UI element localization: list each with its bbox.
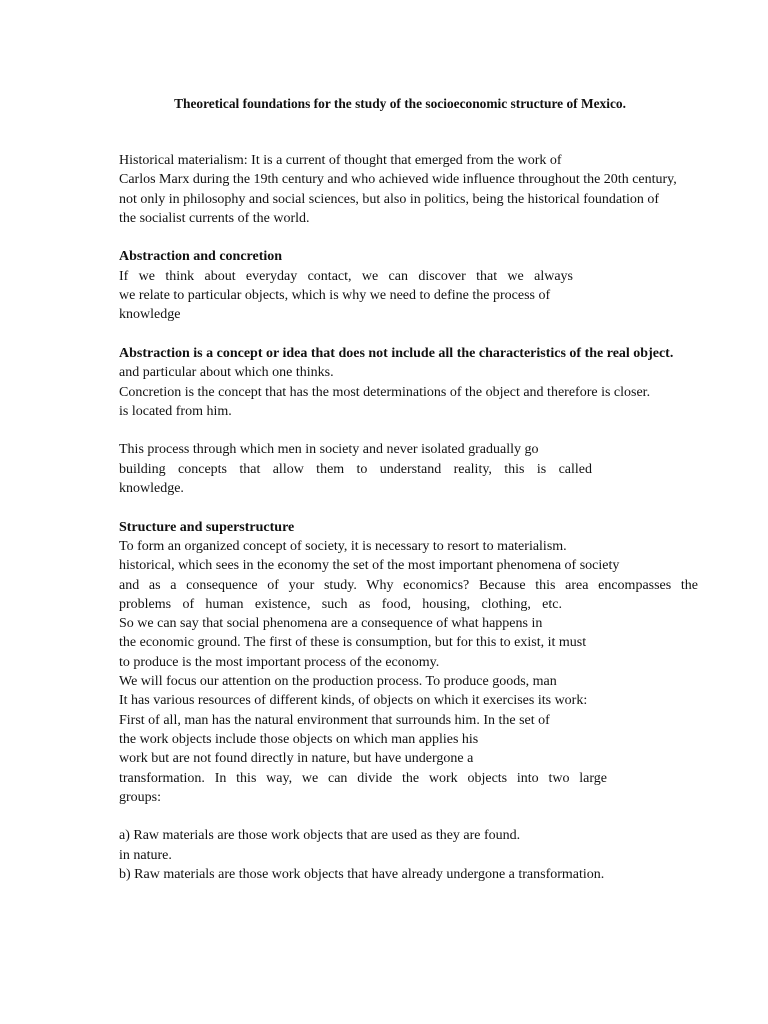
paragraph-spacer <box>119 228 759 247</box>
text-line: and as a consequence of your study. Why economics? Because this area encompasses the <box>119 577 698 593</box>
list-item: a) Raw materials are those work objects that are used as they are found. <box>119 828 521 844</box>
knowledge-paragraph <box>119 440 759 498</box>
structure-section <box>119 518 759 807</box>
text-line: building concepts that allow them to understand reality, this is called <box>119 461 592 477</box>
text-line: Carlos Marx during the 19th century and who achieved wide influence throughout the 20th century, <box>119 172 677 188</box>
page-title: Theoretical foundations for the study of the socioeconomic structure of Mexico. <box>174 96 626 111</box>
bold-definition-line: Abstraction is a concept or idea that does not include all the characteristics of the real object. <box>119 345 674 361</box>
text-line: the socialist currents of the world. <box>119 210 310 226</box>
text-line: transformation. In this way, we can divide the work objects into two large <box>119 770 607 786</box>
text-line: and particular about which one thinks. <box>119 365 334 381</box>
text-line: work but are not found directly in nature, but have undergone a <box>119 751 474 767</box>
text-line: the economic ground. The first of these is consumption, but for this to exist, it must <box>119 635 587 651</box>
abstraction-section <box>119 247 759 324</box>
list-item-continuation: in nature. <box>119 847 172 863</box>
section-heading: Abstraction and concretion <box>119 249 283 265</box>
text-line: not only in philosophy and social sciences, but also in politics, being the historical foundation of <box>119 191 660 207</box>
text-line: the work objects include those objects on which man applies his <box>119 731 479 747</box>
text-line: knowledge <box>119 307 181 323</box>
text-line: problems of human existence, such as food, housing, clothing, etc. <box>119 596 562 612</box>
text-line: This process through which men in society and never isolated gradually go <box>119 442 539 458</box>
text-line: Concretion is the concept that has the most determinations of the object and therefore is closer. <box>119 384 651 400</box>
text-line: knowledge. <box>119 481 184 497</box>
paragraph-spacer <box>119 325 759 344</box>
text-line: Historical materialism: It is a current of thought that emerged from the work of <box>119 153 562 168</box>
text-line: we relate to particular objects, which is why we need to define the process of <box>119 288 551 304</box>
text-line: To form an organized concept of society, it is necessary to resort to materialism. <box>119 538 567 554</box>
text-line: historical, which sees in the economy the set of the most important phenomena of society <box>119 558 620 574</box>
text-line: We will focus our attention on the production process. To produce goods, man <box>119 674 557 690</box>
paragraph-spacer <box>119 498 759 517</box>
text-line: So we can say that social phenomena are a consequence of what happens in <box>119 616 543 632</box>
document-body <box>119 151 759 884</box>
text-line: groups: <box>119 789 161 805</box>
paragraph-spacer <box>119 807 759 826</box>
list-item: b) Raw materials are those work objects that have already undergone a transformation. <box>119 866 605 882</box>
text-line: is located from him. <box>119 403 232 419</box>
text-line: It has various resources of different kinds, of objects on which it exercises its work: <box>119 693 588 709</box>
section-heading: Structure and superstructure <box>119 519 295 535</box>
intro-paragraph <box>119 151 759 228</box>
raw-materials-list <box>119 826 759 884</box>
text-line: First of all, man has the natural environment that surrounds him. In the set of <box>119 712 550 728</box>
definition-paragraph <box>119 344 759 421</box>
text-line: If we think about everyday contact, we can discover that we always <box>119 268 573 284</box>
paragraph-spacer <box>119 421 759 440</box>
text-line: to produce is the most important process of the economy. <box>119 654 440 670</box>
